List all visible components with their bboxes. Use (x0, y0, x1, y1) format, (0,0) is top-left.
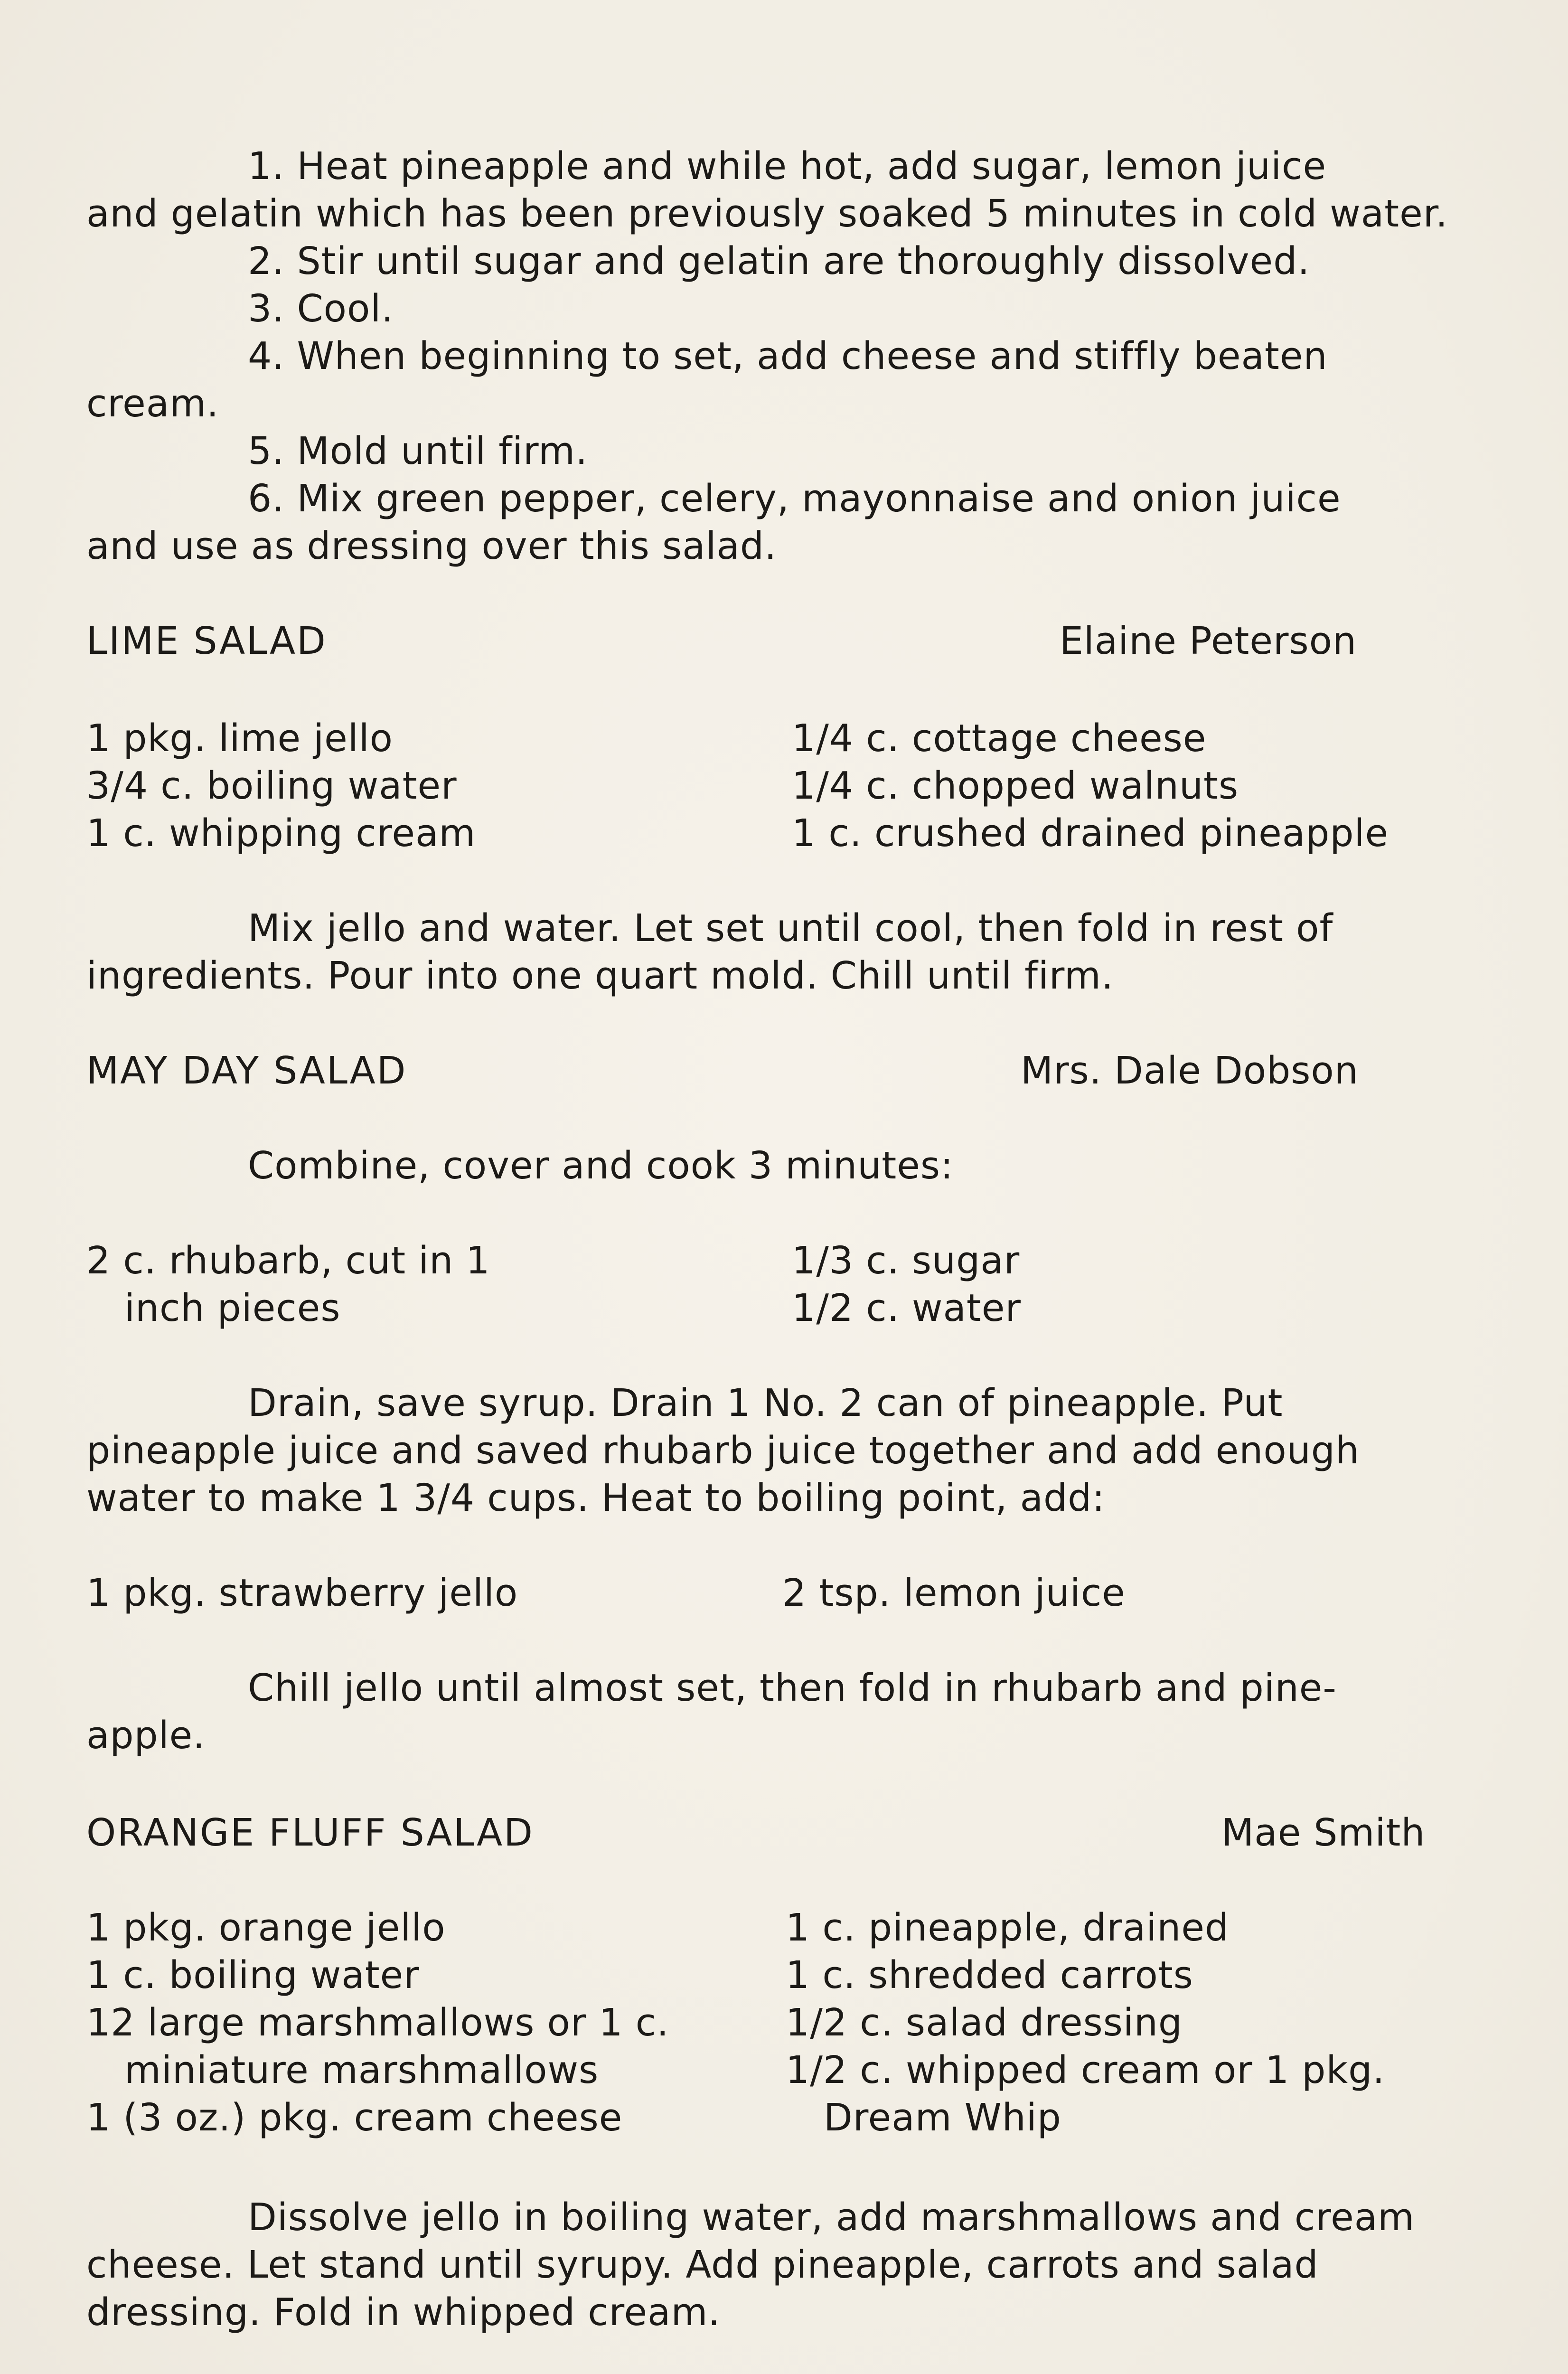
recipe-author: Mrs. Dale Dobson (1021, 1049, 1359, 1093)
direction-line: water to make 1 3/4 cups. Heat to boiling point, add: (86, 1476, 1105, 1520)
step-line: 5. Mold until firm. (248, 429, 588, 473)
ingredient-left: 12 large marshmallows or 1 c. (86, 2001, 669, 2044)
ingredient-left: 1 pkg. lime jello (86, 716, 393, 760)
ingredient-left: 1 c. boiling water (86, 1953, 420, 1997)
recipe-author: Elaine Peterson (1060, 619, 1357, 663)
ingredient-left: miniature marshmallows (124, 2048, 599, 2092)
ingredient-left: 1 pkg. orange jello (86, 1906, 446, 1950)
direction-line: Drain, save syrup. Drain 1 No. 2 can of pineapple. Put (248, 1381, 1283, 1425)
direction-line: Chill jello until almost set, then fold in rhubarb and pine- (248, 1666, 1337, 1710)
ingredient-left: 1 c. whipping cream (86, 811, 476, 855)
step-line: cream. (86, 382, 219, 425)
step-line: 6. Mix green pepper, celery, mayonnaise and onion juice (248, 477, 1341, 520)
ingredient-left: 1 (3 oz.) pkg. cream cheese (86, 2096, 623, 2139)
step-line: and gelatin which has been previously soaked 5 minutes in cold water. (86, 192, 1448, 236)
direction-line: cheese. Let stand until syrupy. Add pineapple, carrots and salad (86, 2243, 1319, 2287)
recipe-title: ORANGE FLUFF SALAD (86, 1811, 534, 1855)
ingredient-right: 1/4 c. cottage cheese (792, 716, 1207, 760)
recipe-intro: Combine, cover and cook 3 minutes: (248, 1144, 954, 1187)
ingredient-right: 1 c. pineapple, drained (786, 1906, 1230, 1950)
recipe-title: LIME SALAD (86, 619, 327, 663)
ingredient-right: 1/2 c. whipped cream or 1 pkg. (786, 2048, 1385, 2092)
ingredient-right: 1 c. shredded carrots (786, 1953, 1193, 1997)
ingredient-right: 1/2 c. water (792, 1286, 1021, 1330)
direction-line: dressing. Fold in whipped cream. (86, 2290, 721, 2334)
direction-line: apple. (86, 1714, 206, 1757)
ingredient-left: 1 pkg. strawberry jello (86, 1571, 518, 1615)
step-line: 2. Stir until sugar and gelatin are thoroughly dissolved. (248, 239, 1310, 283)
ingredient-left: 3/4 c. boiling water (86, 764, 457, 808)
ingredient-right: Dream Whip (824, 2096, 1061, 2139)
ingredient-right: 1/3 c. sugar (792, 1239, 1020, 1282)
step-line: 3. Cool. (248, 287, 394, 330)
direction-line: ingredients. Pour into one quart mold. Chill until firm. (86, 954, 1114, 998)
ingredient-right: 1 c. crushed drained pineapple (792, 811, 1389, 855)
direction-line: pineapple juice and saved rhubarb juice together and add enough (86, 1429, 1360, 1472)
recipe-author: Mae Smith (1221, 1811, 1426, 1855)
direction-line: Dissolve jello in boiling water, add marshmallows and cream (248, 2195, 1415, 2239)
direction-line: Mix jello and water. Let set until cool, then fold in rest of (248, 906, 1333, 950)
step-line: and use as dressing over this salad. (86, 524, 777, 568)
ingredient-right: 1/4 c. chopped walnuts (792, 764, 1239, 808)
recipe-title: MAY DAY SALAD (86, 1049, 407, 1093)
step-line: 1. Heat pineapple and while hot, add sugar, lemon juice (248, 144, 1327, 188)
ingredient-left: 2 c. rhubarb, cut in 1 (86, 1239, 490, 1282)
step-line: 4. When beginning to set, add cheese and stiffly beaten (248, 334, 1328, 378)
ingredient-right: 1/2 c. salad dressing (786, 2001, 1183, 2044)
ingredient-right: 2 tsp. lemon juice (782, 1571, 1126, 1615)
ingredient-left: inch pieces (124, 1286, 341, 1330)
